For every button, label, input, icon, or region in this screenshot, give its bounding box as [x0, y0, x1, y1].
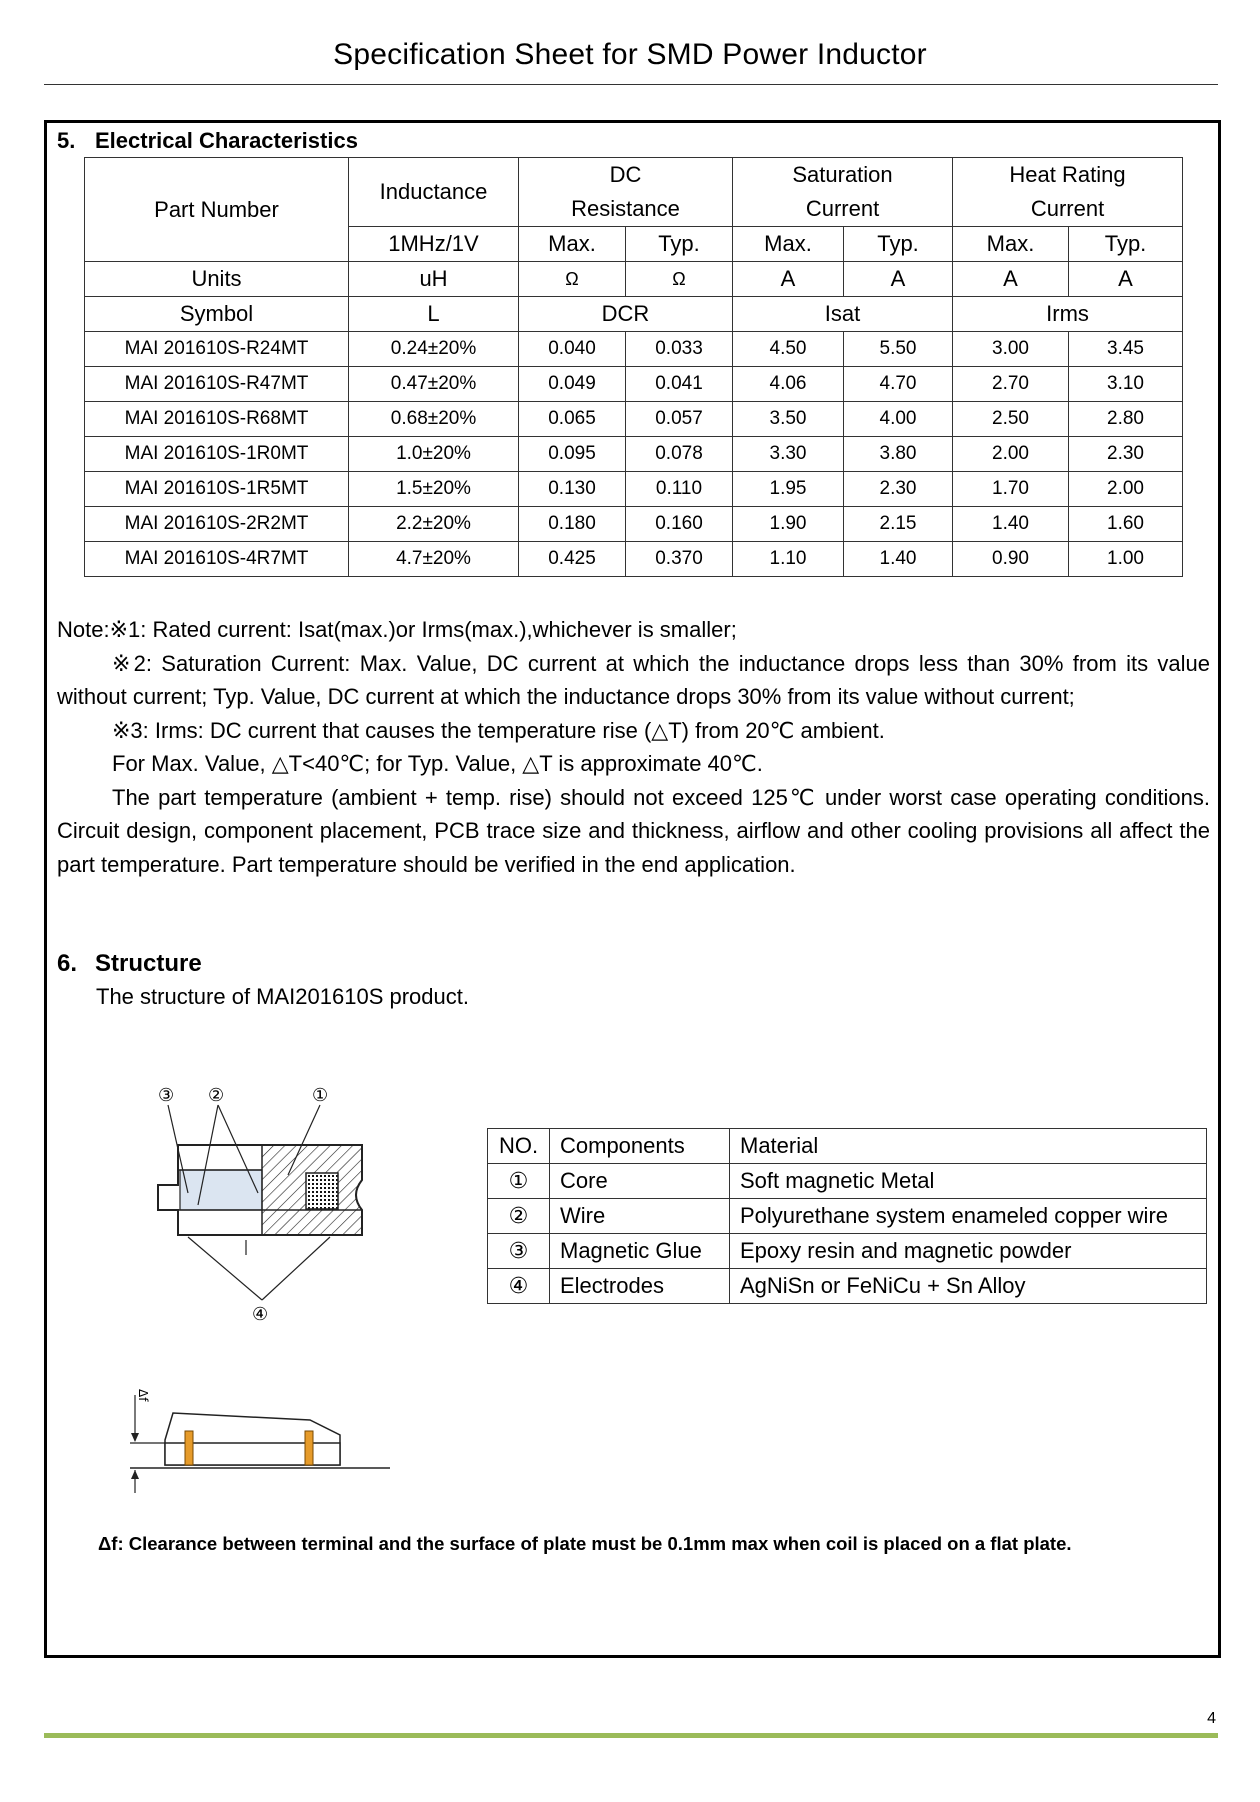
- header-isat-max: Max.: [733, 227, 844, 262]
- table-cell: 1.00: [1069, 542, 1183, 577]
- header-irms-max: Max.: [953, 227, 1069, 262]
- table-cell: MAI 201610S-R24MT: [85, 332, 349, 367]
- table-cell: ②: [488, 1199, 550, 1234]
- table-cell: MAI 201610S-2R2MT: [85, 507, 349, 542]
- units-cell: Ω: [519, 262, 626, 297]
- symbol-irms: Irms: [953, 297, 1183, 332]
- table-cell: 1.10: [733, 542, 844, 577]
- units-cell: Units: [85, 262, 349, 297]
- table-cell: 1.95: [733, 472, 844, 507]
- section-6-heading: [57, 950, 202, 978]
- label-1: ①: [312, 1085, 329, 1106]
- table-cell: 0.425: [519, 542, 626, 577]
- table-cell: 3.30: [733, 437, 844, 472]
- table-cell: 0.041: [626, 367, 733, 402]
- table-cell: 5.50: [844, 332, 953, 367]
- units-cell: A: [844, 262, 953, 297]
- table-cell: 2.2±20%: [349, 507, 519, 542]
- note-1: Note:※1: Rated current: Isat(max.)or Irms(max.),whichever is smaller;: [57, 617, 737, 642]
- table-cell: 2.70: [953, 367, 1069, 402]
- table-cell: 0.110: [626, 472, 733, 507]
- header-heat-rating-current: Heat Rating Current: [953, 158, 1183, 227]
- table-cell: 0.057: [626, 402, 733, 437]
- table-cell: 0.033: [626, 332, 733, 367]
- table-cell: 2.15: [844, 507, 953, 542]
- table-row: [85, 332, 1183, 367]
- header-isat-typ: Typ.: [844, 227, 953, 262]
- notes-block: [57, 613, 1210, 881]
- title-divider: [44, 84, 1218, 85]
- units-cell: A: [733, 262, 844, 297]
- note-2: ※2: Saturation Current: Max. Value, DC current at which the inductance drops less than 30% from its value without current; Typ. Value, DC current at which the inductance drops 30% from its value without current;: [57, 650, 1210, 709]
- table-cell: AgNiSn or FeNiCu + Sn Alloy: [730, 1269, 1207, 1304]
- symbol-inductance: L: [349, 297, 519, 332]
- table-cell: 4.70: [844, 367, 953, 402]
- table-row: [488, 1269, 1207, 1304]
- table-cell: 0.90: [953, 542, 1069, 577]
- table-cell: 0.24±20%: [349, 332, 519, 367]
- structure-cross-section-diagram: [140, 1075, 390, 1335]
- comp-header-no: NO.: [488, 1129, 550, 1164]
- table-cell: 2.80: [1069, 402, 1183, 437]
- header-test-condition: 1MHz/1V: [349, 227, 519, 262]
- table-cell: Soft magnetic Metal: [730, 1164, 1207, 1199]
- table-cell: 0.68±20%: [349, 402, 519, 437]
- note-5: The part temperature (ambient + temp. rise) should not exceed 125℃ under worst case operating conditions. Circuit design, component placement, PCB trace size and thickness, airflow and other cooling provisions all affect the part temperature. Part temperature should be verified in the end application.: [57, 784, 1210, 877]
- table-cell: ④: [488, 1269, 550, 1304]
- table-cell: 4.06: [733, 367, 844, 402]
- table-row: [85, 542, 1183, 577]
- table-row: [488, 1199, 1207, 1234]
- table-cell: 4.00: [844, 402, 953, 437]
- table-cell: Epoxy resin and magnetic powder: [730, 1234, 1207, 1269]
- table-row: [488, 1164, 1207, 1199]
- header-saturation-current: Saturation Current: [733, 158, 953, 227]
- table-cell: 0.078: [626, 437, 733, 472]
- table-cell: MAI 201610S-R47MT: [85, 367, 349, 402]
- symbol-dcr: DCR: [519, 297, 733, 332]
- table-cell: 1.70: [953, 472, 1069, 507]
- table-cell: 3.45: [1069, 332, 1183, 367]
- table-cell: 0.040: [519, 332, 626, 367]
- table-cell: Core: [550, 1164, 730, 1199]
- clearance-diagram: [125, 1375, 390, 1500]
- table-cell: 0.180: [519, 507, 626, 542]
- table-cell: 3.00: [953, 332, 1069, 367]
- table-row: [85, 472, 1183, 507]
- comp-header-components: Components: [550, 1129, 730, 1164]
- section-6-description: The structure of MAI201610S product.: [96, 984, 469, 1009]
- section-5-title: Electrical Characteristics: [95, 128, 358, 153]
- table-cell: 1.40: [953, 507, 1069, 542]
- header-inductance: Inductance: [349, 158, 519, 227]
- delta-f-label: Δf: [136, 1389, 150, 1402]
- note-3: ※3: Irms: DC current that causes the temperature rise (△T) from 20℃ ambient.: [112, 717, 885, 743]
- label-3: ③: [158, 1085, 175, 1106]
- table-cell: 3.80: [844, 437, 953, 472]
- section-5-heading: [57, 128, 358, 154]
- units-cell: uH: [349, 262, 519, 297]
- table-cell: 2.00: [953, 437, 1069, 472]
- clearance-note: Δf: Clearance between terminal and the surface of plate must be 0.1mm max when coil is placed on a flat plate.: [98, 1533, 1072, 1554]
- table-cell: 4.50: [733, 332, 844, 367]
- units-cell: Ω: [626, 262, 733, 297]
- section-6-number: 6.: [57, 950, 78, 977]
- header-part-number: Part Number: [85, 158, 349, 262]
- header-dcr-max: Max.: [519, 227, 626, 262]
- table-cell: 1.60: [1069, 507, 1183, 542]
- electrical-characteristics-table: [84, 157, 1183, 577]
- table-row: [85, 402, 1183, 437]
- table-cell: Magnetic Glue: [550, 1234, 730, 1269]
- label-2: ②: [208, 1085, 225, 1106]
- table-cell: Wire: [550, 1199, 730, 1234]
- units-row: [85, 262, 1183, 297]
- symbol-row: [85, 297, 1183, 332]
- comp-header-material: Material: [730, 1129, 1207, 1164]
- table-cell: 2.30: [844, 472, 953, 507]
- header-dcr-typ: Typ.: [626, 227, 733, 262]
- note-4: For Max. Value, △T<40℃; for Typ. Value, △T is approximate 40℃.: [112, 751, 763, 776]
- header-irms-typ: Typ.: [1069, 227, 1183, 262]
- table-cell: MAI 201610S-1R0MT: [85, 437, 349, 472]
- table-cell: 1.5±20%: [349, 472, 519, 507]
- table-cell: 0.370: [626, 542, 733, 577]
- table-cell: 2.30: [1069, 437, 1183, 472]
- units-cell: A: [1069, 262, 1183, 297]
- table-cell: 0.095: [519, 437, 626, 472]
- table-cell: ①: [488, 1164, 550, 1199]
- table-row: [488, 1234, 1207, 1269]
- symbol-label: Symbol: [85, 297, 349, 332]
- table-cell: 3.10: [1069, 367, 1183, 402]
- header-dc-resistance: DC Resistance: [519, 158, 733, 227]
- page-title: Specification Sheet for SMD Power Inductor: [333, 38, 927, 71]
- table-cell: MAI 201610S-1R5MT: [85, 472, 349, 507]
- table-cell: 0.065: [519, 402, 626, 437]
- table-cell: 1.0±20%: [349, 437, 519, 472]
- table-cell: Polyurethane system enameled copper wire: [730, 1199, 1207, 1234]
- symbol-isat: Isat: [733, 297, 953, 332]
- footer-accent-bar: [44, 1733, 1218, 1738]
- page-number: 4: [1207, 1710, 1216, 1727]
- table-row: [85, 507, 1183, 542]
- label-4: ④: [252, 1304, 269, 1325]
- components-table: [487, 1128, 1207, 1304]
- table-cell: 2.00: [1069, 472, 1183, 507]
- table-cell: 1.90: [733, 507, 844, 542]
- section-6-title: Structure: [95, 950, 202, 977]
- units-cell: A: [953, 262, 1069, 297]
- table-row: [85, 437, 1183, 472]
- table-cell: 0.130: [519, 472, 626, 507]
- table-cell: 0.160: [626, 507, 733, 542]
- table-cell: 4.7±20%: [349, 542, 519, 577]
- section-5-number: 5.: [57, 128, 76, 153]
- table-cell: 1.40: [844, 542, 953, 577]
- table-cell: MAI 201610S-R68MT: [85, 402, 349, 437]
- table-row: [85, 367, 1183, 402]
- table-cell: 0.47±20%: [349, 367, 519, 402]
- table-cell: 0.049: [519, 367, 626, 402]
- table-cell: 3.50: [733, 402, 844, 437]
- table-cell: ③: [488, 1234, 550, 1269]
- table-cell: Electrodes: [550, 1269, 730, 1304]
- table-cell: 2.50: [953, 402, 1069, 437]
- table-cell: MAI 201610S-4R7MT: [85, 542, 349, 577]
